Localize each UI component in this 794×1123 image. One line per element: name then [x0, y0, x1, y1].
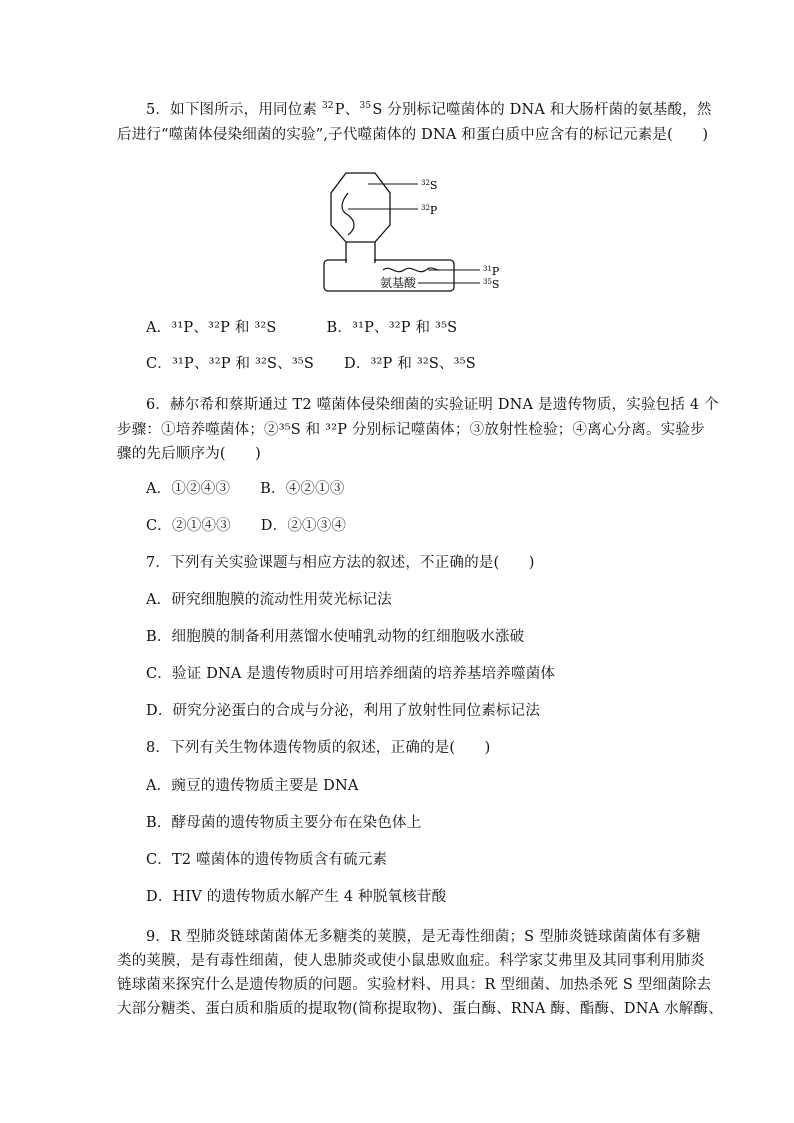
q6-options-row2: [146, 516, 346, 536]
q9-stem-line3: 链球菌来探究什么是遗传物质的问题。实验材料、用具：R 型细菌、加热杀死 S 型细菌除去: [117, 977, 712, 993]
q8-option-b[interactable]: B．酵母菌的遗传物质主要分布在染色体上: [146, 815, 422, 831]
q6-stem-line1: 6．赫尔希和蔡斯通过 T2 噬菌体侵染细菌的实验证明 DNA 是遗传物质，实验包括 4 个: [146, 397, 719, 413]
label-31P: $^{31}$P: [483, 265, 500, 278]
q9-stem-line2: 类的荚膜，是有毒性细菌，使人患肺炎或使小鼠患败血症。科学家艾弗里及其同事利用肺炎: [117, 953, 705, 969]
q7-stem: 7．下列有关实验课题与相应方法的叙述，不正确的是( ): [146, 555, 535, 571]
q5-stem-line2: 后进行“噬菌体侵染细菌的实验”,子代噬菌体的 DNA 和蛋白质中应含有的标记元素是( ): [117, 127, 709, 143]
q5-option-b[interactable]: B．³¹P、³²P 和 ³⁵S: [326, 320, 458, 336]
q9-stem-line4: 大部分糖类、蛋白质和脂质的提取物(简称提取物)、蛋白酶、RNA 酶、酯酶、DNA 水解酶、: [117, 1001, 723, 1017]
q8-option-d[interactable]: D．HIV 的遗传物质水解产生 4 种脱氧核苷酸: [146, 889, 447, 905]
q6-option-d[interactable]: D．②①③④: [260, 518, 347, 534]
label-32S: $^{32}$S: [421, 179, 438, 192]
q6-stem-line2: 步骤：①培养噬菌体；②³⁵S 和 ³²P 分别标记噬菌体；③放射性检验；④离心分离。实验步: [117, 422, 705, 438]
q7-option-d[interactable]: D．研究分泌蛋白的合成与分泌，利用了放射性同位素标记法: [146, 703, 541, 719]
label-35S: $^{35}$S: [483, 278, 500, 291]
label-amino-acid: 氨基酸: [380, 276, 417, 290]
q8-option-a[interactable]: A．豌豆的遗传物质主要是 DNA: [146, 778, 359, 794]
q6-option-b[interactable]: B．④②①③: [260, 481, 345, 497]
q6-options-row1: [146, 479, 345, 499]
q6-stem-line3: 骤的先后顺序为( ): [117, 446, 262, 462]
q8-stem: 8．下列有关生物体遗传物质的叙述，正确的是( ): [146, 740, 491, 756]
q5-option-d[interactable]: D．³²P 和 ³²S、³⁵S: [344, 356, 476, 372]
q6-option-a[interactable]: A．①②④③: [146, 481, 231, 497]
q5-option-c[interactable]: C．³¹P、³²P 和 ³²S、³⁵S: [146, 356, 314, 372]
q7-option-b[interactable]: B．细胞膜的制备利用蒸馏水使哺乳动物的红细胞吸水涨破: [146, 629, 525, 645]
q7-option-a[interactable]: A．研究细胞膜的流动性用荧光标记法: [146, 592, 392, 608]
q5-option-a[interactable]: A．³¹P、³²P 和 ³²S: [146, 320, 277, 336]
q5-options-row1: [146, 318, 457, 338]
q5-stem-line1: 5．如下图所示，用同位素 $^{32}$P、$^{35}$S 分别标记噬菌体的 DNA 和大肠杆菌的氨基酸，然: [146, 101, 712, 118]
q7-option-c[interactable]: C．验证 DNA 是遗传物质时可用培养细菌的培养基培养噬菌体: [146, 666, 556, 682]
phage-head: [331, 173, 390, 242]
phage-diagram: [318, 163, 508, 298]
q8-option-c[interactable]: C．T2 噬菌体的遗传物质含有硫元素: [146, 852, 388, 868]
q5-options-row2: [146, 354, 476, 374]
q9-stem-line1: 9．R 型肺炎链球菌菌体无多糖类的荚膜，是无毒性细菌；S 型肺炎链球菌菌体有多糖: [146, 929, 701, 945]
phage-dna-strand: [342, 193, 354, 235]
q6-option-c[interactable]: C．②①④③: [146, 518, 231, 534]
label-32P: $^{32}$P: [421, 204, 438, 217]
